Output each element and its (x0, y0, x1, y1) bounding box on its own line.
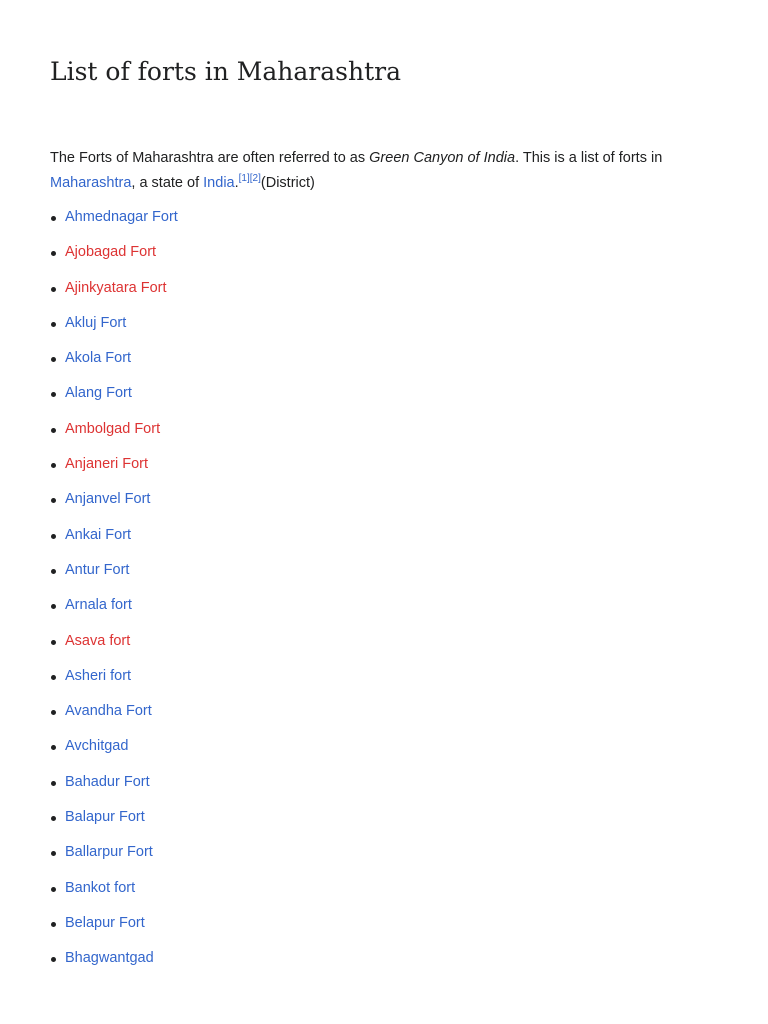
reference-2 (250, 173, 261, 184)
fort-link[interactable]: Akluj Fort (65, 314, 127, 331)
list-item (50, 306, 450, 341)
list-item (50, 871, 450, 906)
reference-1 (239, 173, 250, 184)
fort-link[interactable]: Bahadur Fort (65, 773, 150, 790)
maharashtra-link[interactable]: Maharashtra (50, 175, 132, 191)
fort-link[interactable]: Ankai Fort (65, 526, 132, 543)
reference-link-2[interactable]: [2] (249, 173, 261, 184)
list-item (50, 624, 450, 659)
fort-link[interactable]: Avchitgad (65, 738, 129, 755)
fort-link[interactable]: Belapur Fort (65, 914, 145, 931)
list-item (50, 835, 450, 870)
fort-link[interactable]: Anjaneri Fort (65, 456, 149, 473)
fort-link[interactable]: Bhagwantgad (65, 950, 154, 967)
fort-link[interactable]: Ahmednagar Fort (65, 209, 178, 225)
list-item (50, 235, 450, 270)
list-item (50, 553, 450, 588)
intro-text: . This is a list of forts in (515, 150, 663, 166)
fort-link[interactable]: Ajobagad Fort (65, 244, 157, 261)
fort-link[interactable]: Akola Fort (65, 350, 132, 367)
list-item (50, 341, 450, 376)
list-item (50, 447, 450, 482)
fort-link[interactable]: Asheri fort (65, 667, 132, 684)
fort-link[interactable]: Ballarpur Fort (65, 844, 153, 861)
fort-link[interactable]: Balapur Fort (65, 809, 145, 826)
list-item (50, 694, 450, 729)
list-item (50, 588, 450, 623)
list-item (50, 729, 450, 764)
intro-text: The Forts of Maharashtra are often referred to as (50, 150, 370, 166)
intro-emphasis: Green Canyon of India (369, 150, 516, 166)
fort-link[interactable]: Asava fort (65, 632, 131, 649)
reference-link-1[interactable]: [1] (238, 173, 250, 184)
fort-link[interactable]: Bankot fort (65, 879, 136, 896)
list-item (50, 482, 450, 517)
list-item (50, 412, 450, 447)
intro-text: , a state of (131, 175, 204, 191)
fort-link[interactable]: Alang Fort (65, 385, 132, 402)
list-item (50, 906, 450, 941)
fort-link[interactable]: Anjanvel Fort (65, 491, 151, 508)
list-item (50, 941, 450, 976)
intro-paragraph (50, 146, 730, 196)
list-item (50, 800, 450, 835)
fort-link[interactable]: Avandha Fort (65, 703, 152, 720)
page-title: List of forts in Maharashtra (50, 57, 401, 86)
list-item (50, 200, 450, 235)
fort-link[interactable]: Arnala fort (65, 597, 132, 614)
list-item (50, 271, 450, 306)
fort-link[interactable]: Antur Fort (65, 561, 130, 578)
india-link[interactable]: India (203, 175, 235, 191)
list-item (50, 518, 450, 553)
fort-link[interactable]: Ambolgad Fort (65, 420, 161, 437)
intro-text: . (234, 175, 239, 191)
intro-text: (District) (260, 175, 315, 191)
list-item (50, 765, 450, 800)
fort-link[interactable]: Ajinkyatara Fort (65, 279, 167, 296)
list-item (50, 659, 450, 694)
fort-list (50, 200, 450, 977)
list-item (50, 376, 450, 411)
